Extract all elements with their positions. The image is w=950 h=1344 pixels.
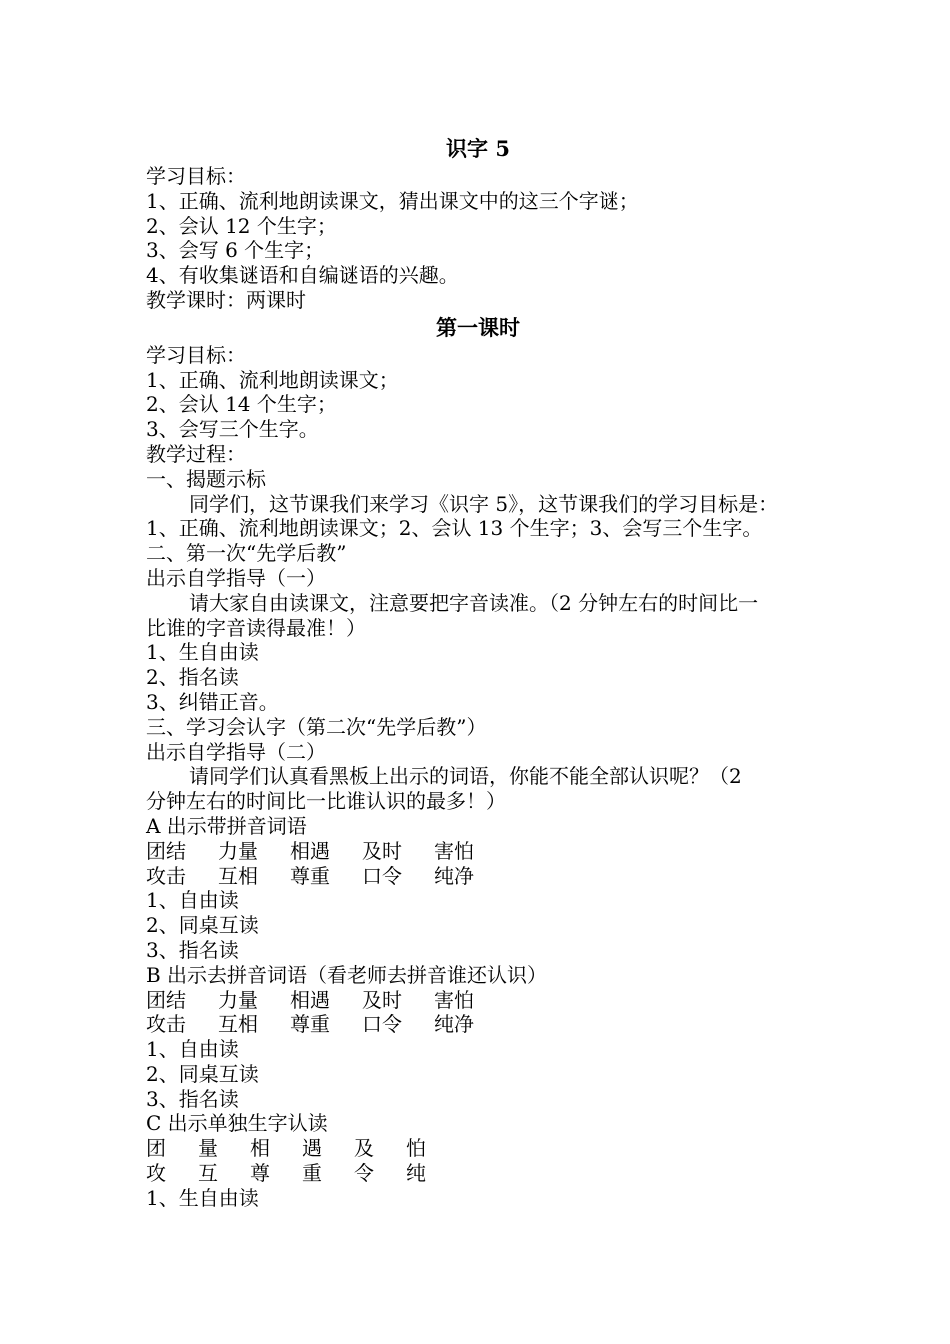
step-item: 1、自由读 [146, 888, 239, 913]
word: 互相 [218, 863, 258, 888]
goal-item: 2、会认 12 个生字； [146, 213, 337, 238]
step-item: 1、生自由读 [146, 1185, 259, 1210]
self-study-guide-two: 出示自学指导（二） [146, 739, 326, 764]
document-page [146, 134, 810, 1211]
word: 力量 [218, 838, 258, 863]
step-item: 2、指名读 [146, 665, 239, 690]
section-two-paragraph: 请大家自由读课文，注意要把字音读准。（2 分钟左右的时间比一 [189, 590, 759, 615]
word: 口令 [362, 863, 402, 888]
character: 重 [302, 1161, 322, 1186]
word: 害怕 [434, 987, 474, 1012]
section-one-paragraph: 同学们，这节课我们来学习《识字 5》，这节课我们的学习目标是： [189, 491, 779, 516]
word: 害怕 [434, 838, 474, 863]
word: 团结 [146, 987, 186, 1012]
goal-item: 3、会写 6 个生字； [146, 238, 325, 263]
word: 及时 [362, 838, 402, 863]
character: 团 [146, 1136, 166, 1161]
word: 纯净 [434, 863, 474, 888]
word: 团结 [146, 838, 186, 863]
step-item: 3、指名读 [146, 1086, 239, 1111]
section-three-paragraph-cont: 分钟左右的时间比一比谁认识的最多！） [146, 789, 506, 814]
character: 量 [198, 1136, 218, 1161]
word: 纯净 [434, 1012, 474, 1037]
word: 攻击 [146, 1012, 186, 1037]
character: 纯 [406, 1161, 426, 1186]
char-row [146, 1136, 810, 1161]
word-row [146, 864, 810, 889]
part-b-label: B 出示去拼音词语（看老师去拼音谁还认识） [146, 962, 548, 987]
character: 令 [354, 1161, 374, 1186]
teaching-periods: 教学课时：两课时 [146, 287, 306, 312]
word: 口令 [362, 1012, 402, 1037]
lesson-goal-item: 3、会写三个生字。 [146, 417, 319, 442]
lesson-goal-item: 2、会认 14 个生字； [146, 392, 337, 417]
char-row [146, 1161, 810, 1186]
lesson-one-title: 第一课时 [436, 314, 520, 340]
section-one-paragraph-cont: 1、正确、流利地朗读课文；2、会认 13 个生字；3、会写三个生字。 [146, 516, 763, 541]
word-row [146, 1012, 810, 1037]
section-two-title: 二、第一次“先学后教” [146, 541, 347, 566]
lesson-goal-item: 1、正确、流利地朗读课文； [146, 367, 399, 392]
word: 尊重 [290, 863, 330, 888]
section-one-title: 一、揭题示标 [146, 466, 266, 491]
word: 互相 [218, 1012, 258, 1037]
character: 遇 [302, 1136, 322, 1161]
section-three-paragraph: 请同学们认真看黑板上出示的词语，你能不能全部认识呢？（2 [189, 764, 742, 789]
section-three-title: 三、学习会认字（第二次“先学后教”） [146, 714, 487, 739]
word: 攻击 [146, 863, 186, 888]
character: 及 [354, 1136, 374, 1161]
part-a-label: A 出示带拼音词语 [146, 813, 307, 838]
step-item: 2、同桌互读 [146, 913, 259, 938]
step-item: 1、自由读 [146, 1037, 239, 1062]
word: 尊重 [290, 1012, 330, 1037]
character: 尊 [250, 1161, 270, 1186]
word: 及时 [362, 987, 402, 1012]
goal-item: 4、有收集谜语和自编谜语的兴趣。 [146, 263, 459, 288]
step-item: 2、同桌互读 [146, 1061, 259, 1086]
lesson-goals-label: 学习目标： [146, 342, 246, 367]
word: 相遇 [290, 987, 330, 1012]
document-title: 识字 5 [446, 136, 510, 161]
word-row [146, 988, 810, 1013]
section-two-paragraph-cont: 比谁的字音读得最准！） [146, 615, 366, 640]
step-item: 3、纠错正音。 [146, 689, 279, 714]
step-item: 1、生自由读 [146, 640, 259, 665]
word: 相遇 [290, 838, 330, 863]
self-study-guide-one: 出示自学指导（一） [146, 565, 326, 590]
word: 力量 [218, 987, 258, 1012]
character: 相 [250, 1136, 270, 1161]
step-item: 3、指名读 [146, 937, 239, 962]
character: 攻 [146, 1161, 166, 1186]
word-row [146, 839, 810, 864]
character: 互 [198, 1161, 218, 1186]
character: 怕 [406, 1136, 426, 1161]
part-c-label: C 出示单独生字认读 [146, 1111, 328, 1136]
process-label: 教学过程： [146, 441, 246, 466]
goals-label: 学习目标： [146, 164, 246, 188]
goal-item: 1、正确、流利地朗读课文，猜出课文中的这三个字谜； [146, 188, 639, 213]
